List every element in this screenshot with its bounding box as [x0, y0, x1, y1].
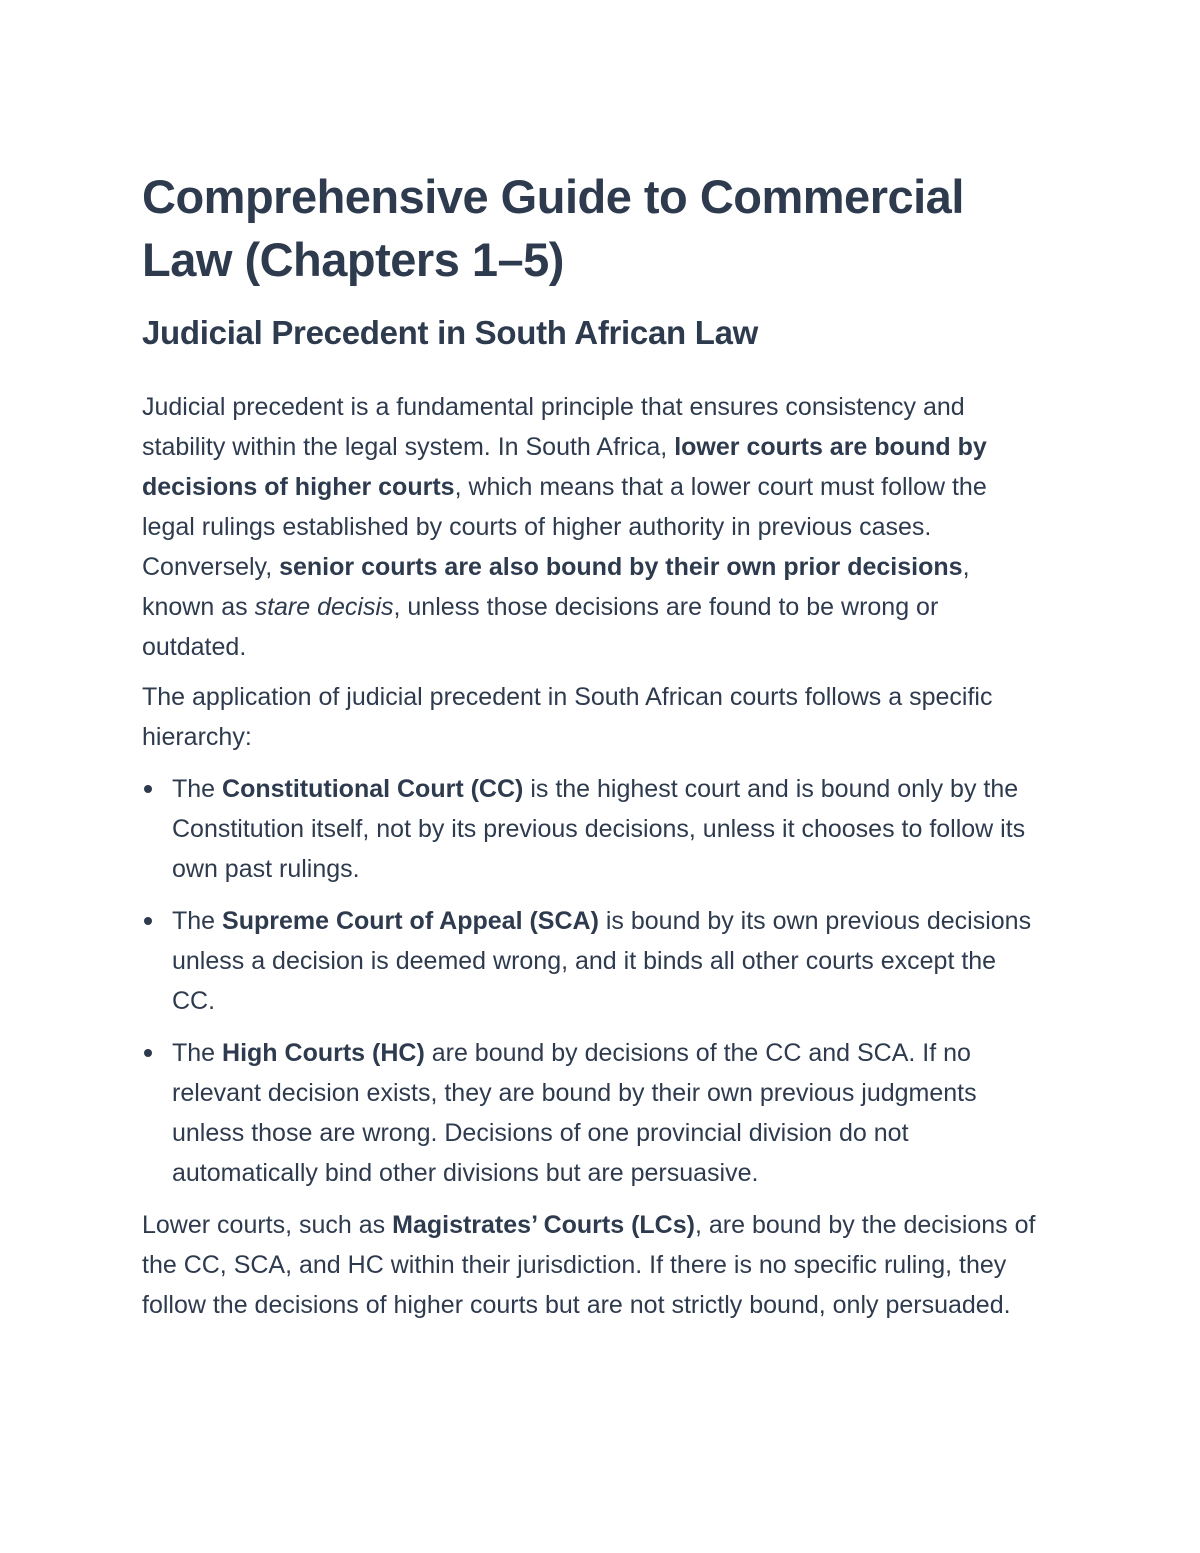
paragraph-hierarchy-intro: The application of judicial precedent in South African courts follows a specific hierarchy:: [142, 683, 993, 751]
paragraph-judicial-precedent: [142, 387, 1042, 667]
list-item-high-courts: [142, 1033, 1042, 1193]
paragraph-text: , known as: [142, 553, 970, 621]
list-item-text: The: [172, 1039, 223, 1067]
court-name: Constitutional Court (CC): [222, 775, 524, 803]
paragraph-text: Judicial precedent is a fundamental principle that ensures consistency and stability within the legal system. In South Africa,: [142, 393, 965, 461]
emphasis-magistrates-courts: Magistrates’ Courts (LCs): [392, 1211, 695, 1239]
section-heading: Judicial Precedent in South African Law: [142, 314, 759, 351]
bullet-icon: [144, 785, 152, 793]
bullet-icon: [144, 1049, 152, 1057]
court-hierarchy-list: [142, 769, 1042, 1193]
list-item-text: are bound by decisions of the CC and SCA. If no relevant decision exists, they are bound by their own previous judgments unless those are wrong. Decisions of one provincial division do not automatically bind other divisions but are persuasive.: [172, 1039, 977, 1187]
paragraph-text: , which means that a lower court must follow the legal rulings established by courts of higher authority in previous cases. Conversely,: [142, 473, 987, 581]
document-title: Comprehensive Guide to Commercial Law (Chapters 1–5): [142, 170, 964, 286]
list-item-supreme-court-of-appeal: [142, 901, 1042, 1021]
list-item-text: The: [172, 907, 223, 935]
list-item-text: is bound by its own previous decisions unless a decision is deemed wrong, and it binds all other courts except the CC.: [172, 907, 1032, 1015]
emphasis-lower-courts: lower courts are bound by decisions of higher courts: [142, 433, 987, 501]
paragraph-lower-courts: [142, 1205, 1042, 1325]
paragraph-text: Lower courts, such as: [142, 1211, 393, 1239]
list-item-text: is the highest court and is bound only by the Constitution itself, not by its previous decisions, unless it chooses to follow its own past rulings.: [172, 775, 1026, 883]
list-item-text: The: [172, 775, 223, 803]
emphasis-senior-courts: senior courts are also bound by their own prior decisions: [279, 553, 963, 581]
paragraph-text: , are bound by the decisions of the CC, SCA, and HC within their jurisdiction. If there is no specific ruling, they follow the decisions of higher courts but are not strictly bound, only persuaded.: [142, 1211, 1036, 1319]
term-stare-decisis: stare decisis: [254, 593, 394, 621]
court-name: High Courts (HC): [222, 1039, 425, 1067]
court-name: Supreme Court of Appeal (SCA): [222, 907, 599, 935]
bullet-icon: [144, 917, 152, 925]
list-item-constitutional-court: [142, 769, 1042, 889]
paragraph-text: , unless those decisions are found to be wrong or outdated.: [142, 593, 939, 661]
document-page: [142, 165, 1042, 1325]
